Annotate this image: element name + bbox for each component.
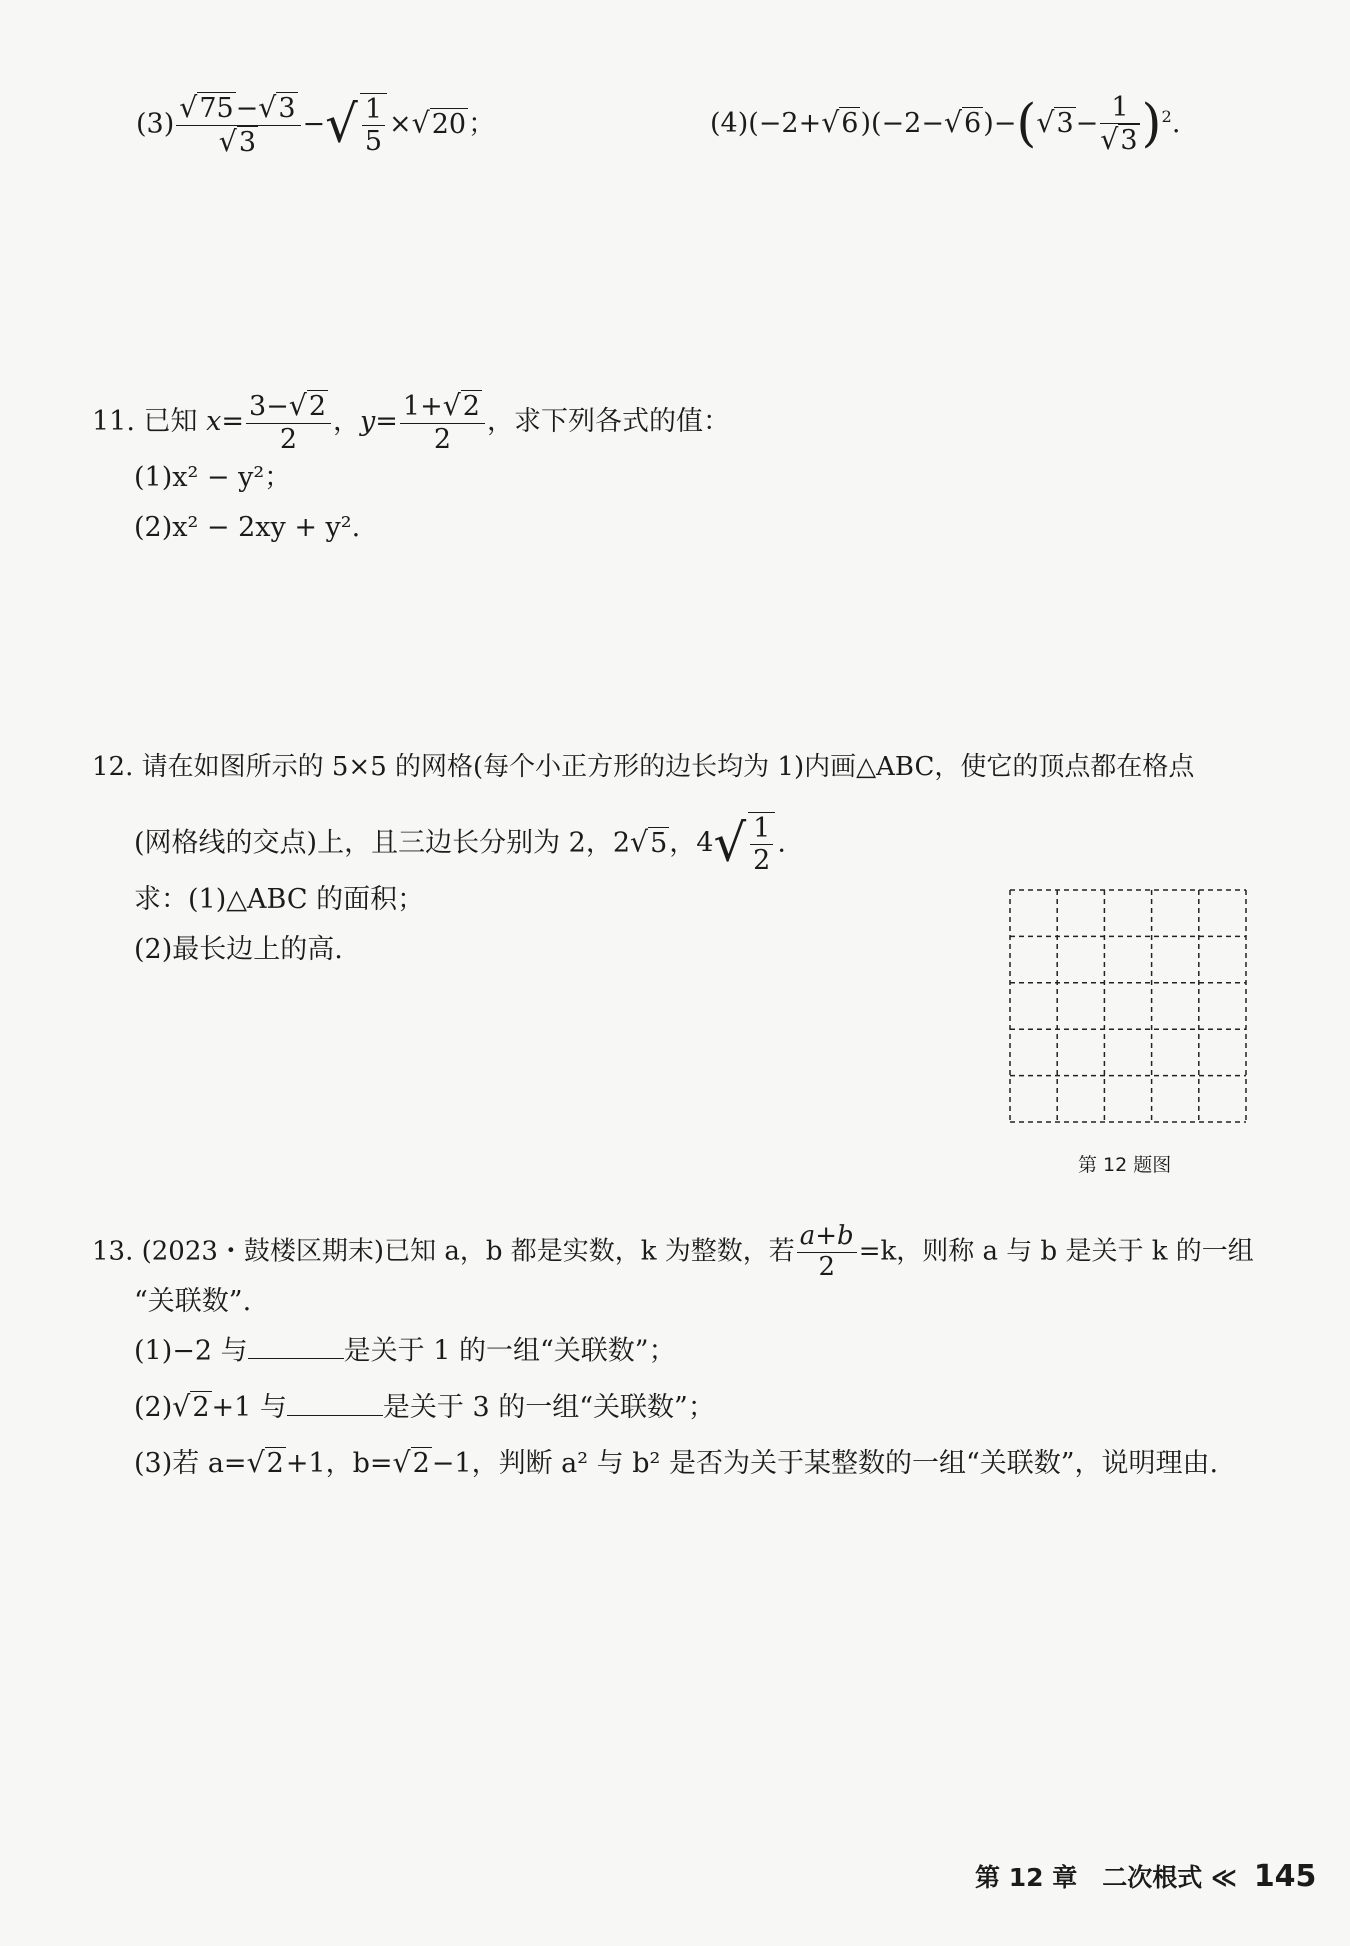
fraction: $\frac{1}{2}$: [748, 812, 775, 876]
problem-13-sub-2: (2)√2+1 与 是关于 3 的一组“关联数”；: [134, 1390, 715, 1423]
fraction: $\frac{a+b}{2}$: [797, 1222, 857, 1283]
fraction: $\frac{1}{5}$: [360, 93, 387, 157]
problem-12-line-2: (网格线的交点)上，且三边长分别为 2，2√5，4√ $\frac{1}{2}$ .: [134, 813, 786, 877]
grid-figure: [1008, 888, 1248, 1124]
double-chevron-icon: ≪: [1210, 1863, 1238, 1892]
problem-13-line-2: “关联数”.: [134, 1286, 252, 1317]
problem-11-stem: 11. 已知 x= $\frac{3-√2}{2}$ ，y= $\frac{1+√2}{2}$ ，求下列各式的值：: [92, 389, 730, 455]
problem-12-line-1: 12. 请在如图所示的 5×5 的网格(每个小正方形的边长均为 1)内画△ABC，使它的顶点都在格点: [92, 752, 1195, 782]
fraction: $\frac{1}{√3}$: [1100, 92, 1138, 157]
problem-13-sub-3: (3)若 a=√2+1，b=√2−1，判断 a² 与 b² 是否为关于某整数的一组“关联数”，说明理由.: [134, 1446, 1219, 1479]
problem-13-line-1: 13. (2023・鼓楼区期末)已知 a，b 都是实数，k 为整数，若 $\frac{a+b}{2}$ =k，则称 a 与 b 是关于 k 的一组: [92, 1221, 1254, 1282]
fraction: $\frac{√75-√3}{√3}$: [176, 92, 300, 158]
answer-blank[interactable]: [287, 1391, 383, 1416]
problem-10-item-4: (4)(−2+√6)(−2−√6)−(√3− $\frac{1}{√3}$ )$^2$.: [710, 92, 1181, 157]
chapter-title: 第 12 章 二次根式: [975, 1863, 1203, 1892]
dashed-grid: [1008, 888, 1248, 1124]
problem-11-sub-2: (2)x² − 2xy + y².: [134, 512, 361, 543]
figure-caption: 第 12 题图: [1078, 1154, 1172, 1176]
page-footer: [975, 1858, 1316, 1894]
answer-blank[interactable]: [248, 1334, 344, 1359]
fraction: $\frac{1+√2}{2}$: [400, 390, 485, 455]
fraction: $\frac{3-√2}{2}$: [246, 390, 331, 455]
page-number: 145: [1253, 1859, 1317, 1894]
problem-12-sub-2: (2)最长边上的高.: [134, 934, 343, 965]
problem-11-sub-1: (1)x² − y²；: [134, 462, 292, 493]
problem-10-item-3: (3) $\frac{√75-√3}{√3}$ −√ $\frac{1}{5}$ ×√20；: [136, 91, 496, 158]
problem-12-sub-1: 求：(1)△ABC 的面积；: [134, 884, 425, 915]
problem-13-sub-1: (1)−2 与 是关于 1 的一组“关联数”；: [134, 1335, 676, 1367]
